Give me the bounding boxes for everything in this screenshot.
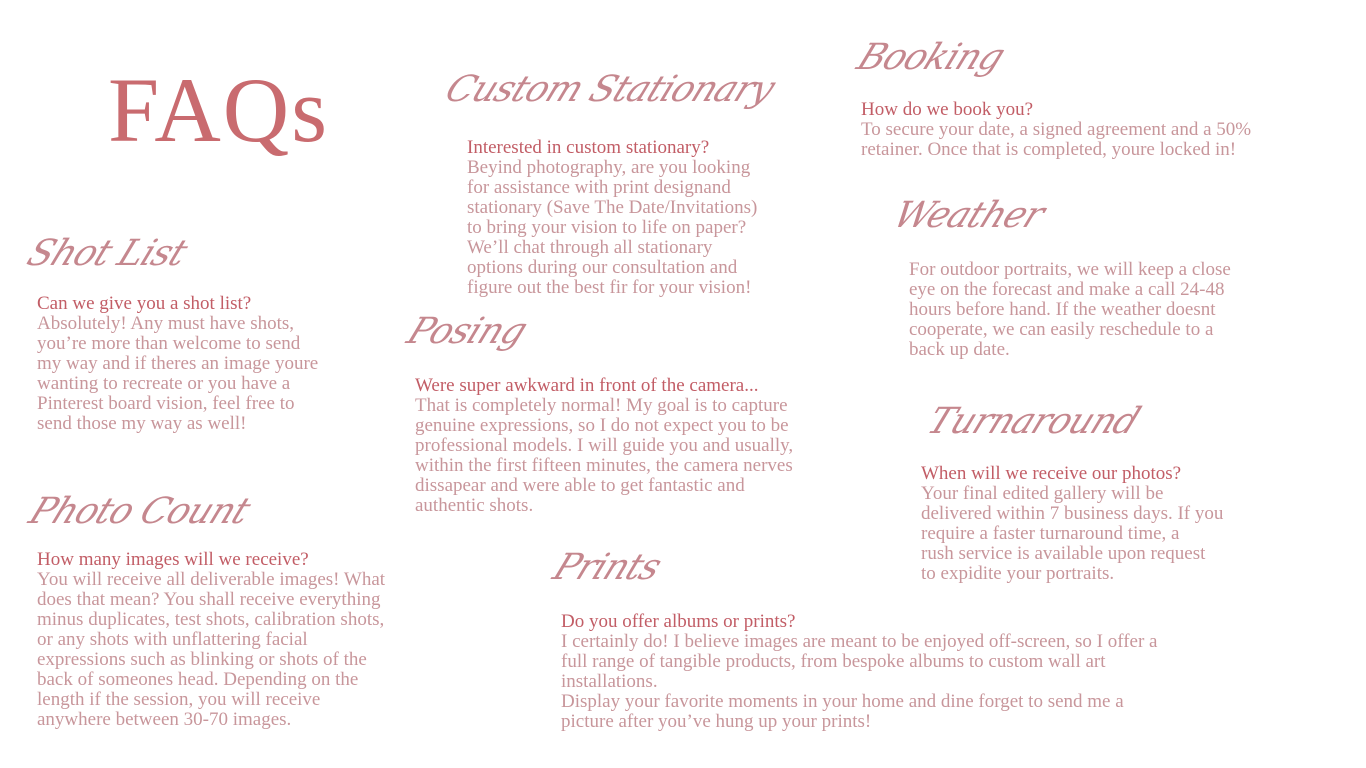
faq-heading-turnaround: Turnaround [921,401,1146,442]
faq-section-custom-stationary [436,69,807,298]
faq-section-weather [884,195,1289,360]
faq-answer-shot-list: Absolutely! Any must have shots, you’re more than welcome to send my way and if theres an image youre wanting to recreate or you have a Pinterest board vision, feel free to send those my way as well! [37,313,319,434]
faq-body-posing [415,376,855,516]
faq-question-photo-count: How many images will we receive? [37,549,309,570]
faq-heading-posing: Posing [401,311,533,352]
faq-question-turnaround: When will we receive our photos? [921,463,1182,484]
faq-answer-photo-count: You will receive all deliverable images! What does that mean? You shall receive everything minus duplicates, test shots, calibration shots, or any shots with unflattering facial expressions such as blinking or shots of the back of someones head. Depending on the length if the session, you will receive anywhere between 30-70 images. [37,569,386,730]
faq-answer-turnaround: Your final edited gallery will be delivered within 7 business days. If you require a faster turnaround time, a rush service is available upon request to expidite your portraits. [921,483,1224,584]
faq-body-photo-count [37,550,447,730]
faq-section-shot-list [14,233,367,434]
faq-section-booking [848,37,1331,160]
faq-body-custom-stationary [467,138,807,298]
faq-answer-custom-stationary: Beyind photography, are you looking for assistance with print designand stationary (Save The Date/Invitations) to bring your vision to life on paper? We’ll chat through all stationary options during our consultation and figure out the best fir for your vision! [467,157,758,298]
faq-heading-custom-stationary: Custom Stationary [439,69,781,110]
faq-question-shot-list: Can we give you a shot list? [37,293,252,314]
faq-heading-weather: Weather [887,195,1050,236]
faq-answer-prints: I certainly do! I believe images are meant to be enjoyed off-screen, so I offer a full range of tangible products, from bespoke albums to custom wall art installations. Display your favorite moments in your home and dine forget to send me a picture after you’ve hung up your prints! [561,631,1158,732]
page-title: FAQs [108,59,330,161]
faq-body-prints [561,612,1261,732]
faq-section-posing [396,311,855,516]
faq-answer-weather: For outdoor portraits, we will keep a close eye on the forecast and make a call 24-48 hours before hand. If the weather doesnt cooperate, we can easily reschedule to a back up date. [909,259,1231,360]
faq-section-prints [544,547,1261,732]
faq-answer-posing: That is completely normal! My goal is to capture genuine expressions, so I do not expect you to be professional models. I will guide you and usually, within the first fifteen minutes, the camera nerves dissapear and were able to get fantastic and authentic shots. [415,395,794,516]
faq-question-booking: How do we book you? [861,99,1034,120]
faq-question-prints: Do you offer albums or prints? [561,611,796,632]
faq-heading-shot-list: Shot List [21,233,193,274]
faq-answer-booking: To secure your date, a signed agreement and a 50% retainer. Once that is completed, youre locked in! [861,119,1252,160]
faq-question-custom-stationary: Interested in custom stationary? [467,137,710,158]
faq-heading-photo-count: Photo Count [23,491,256,532]
faq-section-photo-count [14,491,447,730]
faq-heading-prints: Prints [547,547,667,588]
faq-question-posing: Were super awkward in front of the camera... [415,375,759,396]
faq-body-shot-list [37,294,367,434]
faq-heading-booking: Booking [851,37,1011,78]
faq-body-weather [909,260,1289,360]
faq-body-booking [861,100,1331,160]
